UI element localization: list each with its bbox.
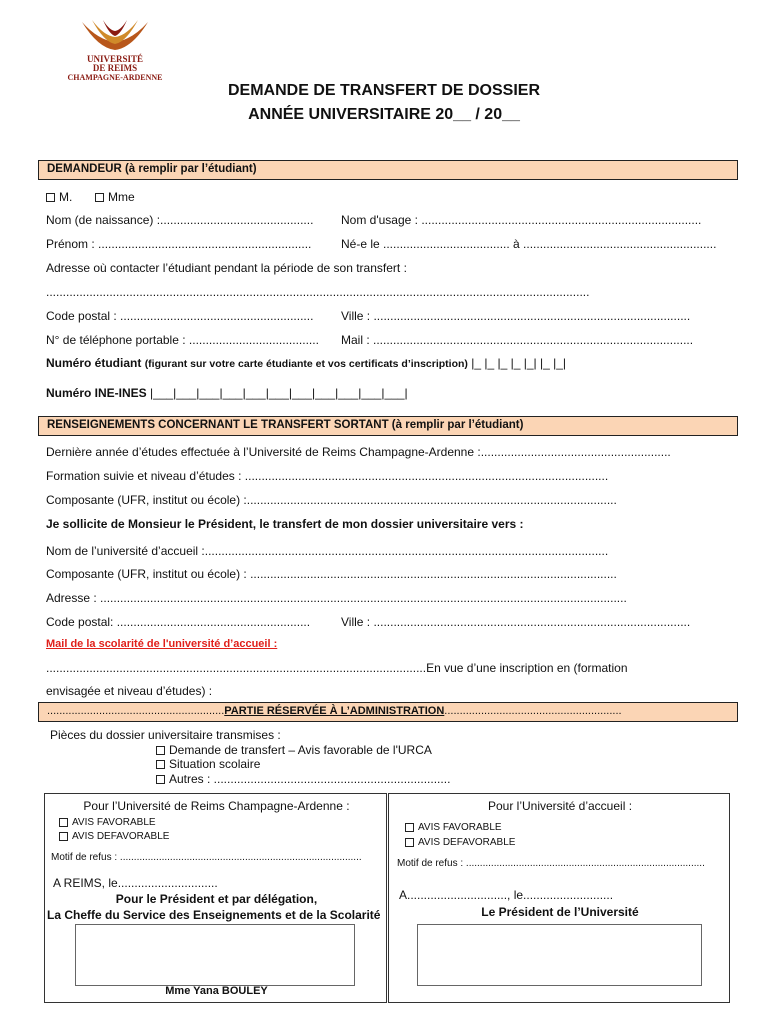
accueil-signatory-title: Le Président de l’Université [481,905,639,919]
section-demandeur-heading: DEMANDEUR (à remplir par l’étudiant) [38,160,738,180]
composante-field[interactable]: Composante (UFR, institut ou école) :............................................................................................................... [46,493,617,507]
civility-mme-label: Mme [108,190,135,204]
date-lieu-naissance-field[interactable]: Né-e le ...................................... à .......................................................... [341,237,717,251]
accueil-avis-favorable [405,822,502,833]
mail-scolarite-label: Mail de la scolarité de l'université d’accueil : [46,638,278,650]
piece-autres [156,772,450,786]
urca-signature-line2: La Cheffe du Service des Enseignements et de la Scolarité [47,908,381,922]
code-postal-field[interactable]: Code postal : .......................................................... [46,309,314,323]
piece-demande-transfert [156,743,432,757]
checkbox-accueil-favorable[interactable] [405,823,414,832]
checkbox-m[interactable] [46,193,55,202]
ville-accueil-field[interactable]: Ville : ............................................................................................... [341,615,691,629]
section-transfert-heading: RENSEIGNEMENTS CONCERNANT LE TRANSFERT SORTANT (à remplir par l’étudiant) [38,416,738,436]
derniere-annee-field[interactable]: Dernière année d’études effectuée à l’Université de Reims Champagne-Ardenne :......................................................... [46,445,671,459]
ine-row [46,386,408,400]
numero-etudiant-boxes[interactable]: |_ |_ |_ |_ |_| |_ |_| [471,356,567,370]
decision-box-urca [44,793,387,1003]
admin-heading-dots-left: .......................................................... [47,705,225,717]
logo-line2: DE REIMS [92,63,138,73]
section-administration-heading: PARTIE RÉSERVÉE À L’ADMINISTRATION [224,705,445,717]
civility-m-label: M. [59,190,73,204]
prenom-field[interactable]: Prénom : ................................................................ [46,237,312,251]
piece-demande-transfert-label: Demande de transfert – Avis favorable de l'URCA [169,743,432,757]
ine-boxes[interactable]: |___|___|___|___|___|___|___|___|___|___|___| [150,386,408,400]
accueil-avis-defavorable-label: AVIS DEFAVORABLE [418,837,516,848]
urca-box-title: Pour l’Université de Reims Champagne-Ardenne : [83,799,350,813]
section-administration-band [38,702,738,722]
urca-signature-line1: Pour le Président et par délégation, [115,892,318,906]
nom-field[interactable]: Nom (de naissance) :.............................................. [46,213,314,227]
adresse-field[interactable]: ................................................................................................................................................................... [46,285,590,299]
urca-avis-favorable [59,817,156,828]
accueil-date-field[interactable]: A.............................., le........................... [399,888,614,902]
pieces-label: Pièces du dossier universitaire transmises : [50,728,281,742]
urca-avis-favorable-label: AVIS FAVORABLE [72,817,156,828]
logo-line3: CHAMPAGNE-ARDENNE [67,73,163,82]
adresse-label: Adresse où contacter l’étudiant pendant la période de son transfert : [46,261,407,275]
checkbox-situation-scolaire[interactable] [156,760,165,769]
accueil-box-title: Pour l’Université d’accueil : [487,799,633,813]
civility-row [46,190,135,204]
nom-usage-field[interactable]: Nom d'usage : .................................................................................... [341,213,702,227]
logo-emblem-icon [50,18,180,54]
decision-box-accueil [388,793,730,1003]
telephone-field[interactable]: N° de téléphone portable : ....................................... [46,333,319,347]
checkbox-mme[interactable] [95,193,104,202]
piece-situation-scolaire-label: Situation scolaire [169,757,261,771]
checkbox-accueil-defavorable[interactable] [405,838,414,847]
urca-signature-area[interactable] [75,924,355,986]
checkbox-urca-defavorable[interactable] [59,832,68,841]
admin-heading-dots-right: .......................................................... [444,705,622,717]
ville-field[interactable]: Ville : ............................................................................................... [341,309,691,323]
accueil-avis-favorable-label: AVIS FAVORABLE [418,822,502,833]
accueil-avis-defavorable [405,837,515,848]
academic-year-title: ANNÉE UNIVERSITAIRE 20__ / 20__ [248,106,520,123]
checkbox-autres[interactable] [156,775,165,784]
piece-autres-label[interactable]: Autres : ....................................................................... [169,772,451,786]
adresse-accueil-field[interactable]: Adresse : .............................................................................................................................................................. [46,591,627,605]
urca-signatory-name: Mme Yana BOULEY [165,985,268,997]
checkbox-urca-favorable[interactable] [59,818,68,827]
accueil-motif-refus-field[interactable]: Motif de refus : ...................................................................................... [397,858,705,869]
checkbox-demande-transfert[interactable] [156,746,165,755]
numero-etudiant-row [46,356,566,370]
piece-situation-scolaire [156,757,260,771]
document-title: DEMANDE DE TRANSFERT DE DOSSIER [227,82,541,99]
ine-label: Numéro INE-INES [46,386,147,400]
accueil-signature-area[interactable] [417,924,702,986]
numero-etudiant-note: (figurant sur votre carte étudiante et vos certificats d’inscription) [144,358,468,370]
formation-envisagee-label: envisagée et niveau d’études) : [46,684,213,698]
urca-motif-refus-field[interactable]: Motif de refus : ....................................................................................... [51,852,362,863]
numero-etudiant-label: Numéro étudiant [46,356,142,370]
urca-avis-defavorable [59,831,169,842]
composante-accueil-field[interactable]: Composante (UFR, institut ou école) : .............................................................................................................. [46,567,617,581]
code-postal-accueil-field[interactable]: Code postal: .......................................................... [46,615,311,629]
urca-date-field[interactable]: A REIMS, le.............................. [53,876,218,890]
universite-accueil-field[interactable]: Nom de l’université d’accueil :......................................................................................................................... [46,544,609,558]
mail-field[interactable]: Mail : ................................................................................................ [341,333,694,347]
urca-avis-defavorable-label: AVIS DEFAVORABLE [72,831,170,842]
university-logo [50,18,180,88]
logo-line1: UNIVERSITÉ [86,54,144,64]
sollicite-statement: Je sollicite de Monsieur le Président, le transfert de mon dossier universitaire vers : [46,517,524,531]
inscription-field[interactable]: ..................................................................................................................En vue d’une inscription en (formation [46,661,628,675]
formation-field[interactable]: Formation suivie et niveau d’études : ............................................................................................................. [46,469,609,483]
